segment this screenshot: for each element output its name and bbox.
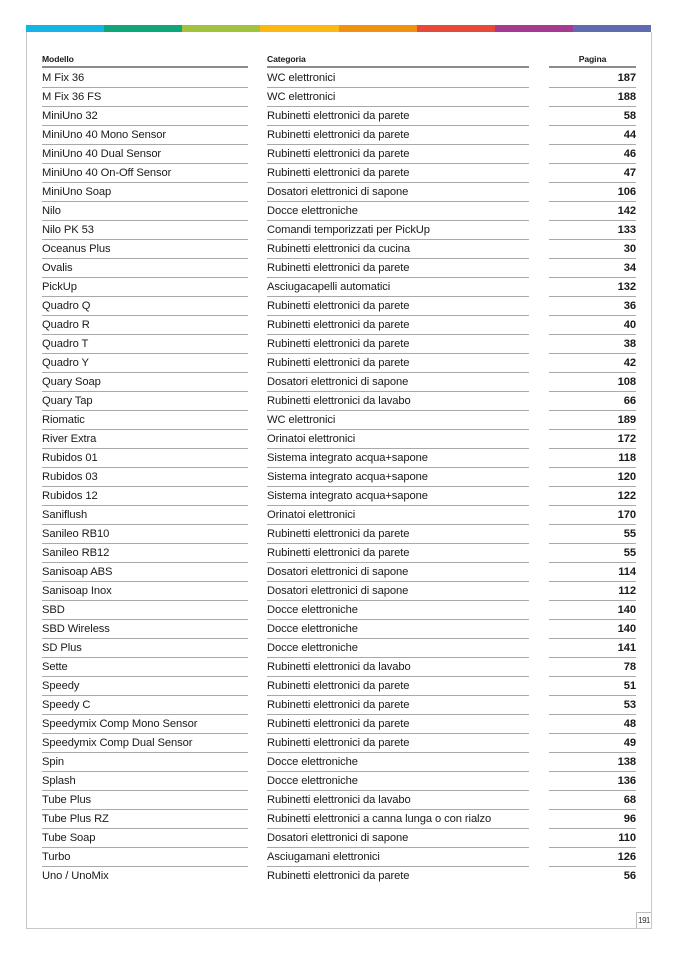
category-cell: Sistema integrato acqua+sapone [267, 468, 529, 487]
model-cell: MiniUno 40 On-Off Sensor [42, 164, 248, 183]
page-cell [549, 88, 636, 107]
model-cell: Speedy [42, 677, 248, 696]
table-row [42, 278, 636, 297]
page-value: 55 [623, 528, 636, 540]
model-cell: Nilo PK 53 [42, 221, 248, 240]
page-value: 68 [623, 794, 636, 806]
page-cell [549, 487, 636, 506]
page-cell [549, 791, 636, 810]
category-cell: WC elettronici [267, 411, 529, 430]
table-row [42, 164, 636, 183]
header-model: Modello [42, 53, 248, 68]
page-value: 106 [617, 186, 636, 198]
category-cell: Dosatori elettronici di sapone [267, 373, 529, 392]
header-category: Categoria [267, 53, 529, 68]
model-cell: MiniUno 32 [42, 107, 248, 126]
table-row [42, 316, 636, 335]
page-value: 142 [617, 205, 636, 217]
page-cell [549, 525, 636, 544]
category-cell: WC elettronici [267, 69, 529, 88]
page-value: 49 [623, 737, 636, 749]
page-cell [549, 468, 636, 487]
category-cell: Rubinetti elettronici a canna lunga o con rialzo [267, 810, 529, 829]
table-row [42, 468, 636, 487]
category-cell: Docce elettroniche [267, 620, 529, 639]
page-cell [549, 240, 636, 259]
page-cell [549, 677, 636, 696]
category-cell: Sistema integrato acqua+sapone [267, 487, 529, 506]
table-row [42, 259, 636, 278]
page-cell [549, 316, 636, 335]
category-cell: Docce elettroniche [267, 202, 529, 221]
table-row [42, 107, 636, 126]
page-value: 172 [617, 433, 636, 445]
page-value: 53 [623, 699, 636, 711]
page-value: 51 [623, 680, 636, 692]
table-row [42, 658, 636, 677]
page-cell [549, 107, 636, 126]
page-value: 78 [623, 661, 636, 673]
page-cell [549, 278, 636, 297]
category-cell: Rubinetti elettronici da lavabo [267, 658, 529, 677]
page-cell [549, 430, 636, 449]
model-cell: Sette [42, 658, 248, 677]
page-cell [549, 506, 636, 525]
page-cell [549, 810, 636, 829]
model-cell: Speedy C [42, 696, 248, 715]
color-band-segment [104, 25, 182, 32]
page-cell [549, 639, 636, 658]
model-cell: Nilo [42, 202, 248, 221]
table-row [42, 373, 636, 392]
page-cell [549, 392, 636, 411]
page-value: 110 [618, 832, 636, 844]
model-cell: Tube Plus RZ [42, 810, 248, 829]
model-cell: Oceanus Plus [42, 240, 248, 259]
table-row [42, 563, 636, 582]
table-row [42, 848, 636, 867]
page-value: 126 [617, 851, 636, 863]
category-cell: Docce elettroniche [267, 601, 529, 620]
table-row [42, 354, 636, 373]
page-cell [549, 772, 636, 791]
page-cell [549, 715, 636, 734]
page-cell [549, 601, 636, 620]
page-value: 132 [617, 281, 636, 293]
page-value: 141 [617, 642, 636, 654]
page-value: 136 [617, 775, 636, 787]
page-cell [549, 563, 636, 582]
model-cell: Tube Plus [42, 791, 248, 810]
page-value: 133 [617, 224, 636, 236]
model-cell: Quadro R [42, 316, 248, 335]
model-cell: Quadro Y [42, 354, 248, 373]
model-cell: Sanisoap ABS [42, 563, 248, 582]
category-cell: Rubinetti elettronici da parete [267, 145, 529, 164]
page-cell [549, 734, 636, 753]
page-cell [549, 354, 636, 373]
table-row [42, 145, 636, 164]
page-cell [549, 848, 636, 867]
model-cell: Turbo [42, 848, 248, 867]
category-cell: Orinatoi elettronici [267, 506, 529, 525]
category-cell: Rubinetti elettronici da parete [267, 335, 529, 354]
page-value: 114 [618, 566, 636, 578]
table-row [42, 449, 636, 468]
category-cell: Orinatoi elettronici [267, 430, 529, 449]
page-cell [549, 582, 636, 601]
model-cell: SBD [42, 601, 248, 620]
page-value: 58 [623, 110, 636, 122]
category-cell: Rubinetti elettronici da parete [267, 354, 529, 373]
table-row [42, 202, 636, 221]
category-cell: Docce elettroniche [267, 753, 529, 772]
color-band [26, 25, 651, 32]
model-cell: Speedymix Comp Dual Sensor [42, 734, 248, 753]
page-value: 187 [617, 72, 636, 84]
page-cell [549, 69, 636, 88]
table-row [42, 829, 636, 848]
color-band-segment [573, 25, 651, 32]
model-cell: Sanileo RB12 [42, 544, 248, 563]
category-cell: Rubinetti elettronici da lavabo [267, 392, 529, 411]
table-row [42, 221, 636, 240]
page-value: 47 [623, 167, 636, 179]
page-value: 40 [623, 319, 636, 331]
page-value: 30 [623, 243, 636, 255]
model-cell: Sanileo RB10 [42, 525, 248, 544]
model-cell: MiniUno 40 Dual Sensor [42, 145, 248, 164]
category-cell: Rubinetti elettronici da parete [267, 870, 410, 882]
page-value: 44 [623, 129, 636, 141]
table-row [42, 772, 636, 791]
table-row [42, 126, 636, 145]
table-row [42, 620, 636, 639]
model-cell: Ovalis [42, 259, 248, 278]
page-value: 55 [623, 547, 636, 559]
table-row [42, 715, 636, 734]
category-cell: Rubinetti elettronici da parete [267, 164, 529, 183]
model-cell: Uno / UnoMix [42, 870, 109, 882]
page-cell [549, 202, 636, 221]
page-cell [549, 829, 636, 848]
page-cell [549, 620, 636, 639]
model-cell: M Fix 36 [42, 69, 248, 88]
table-row [42, 639, 636, 658]
model-cell: MiniUno Soap [42, 183, 248, 202]
color-band-segment [182, 25, 260, 32]
table-row [42, 753, 636, 772]
color-band-segment [495, 25, 573, 32]
table-row [42, 69, 636, 88]
table-row [42, 544, 636, 563]
page-cell [549, 449, 636, 468]
category-cell: WC elettronici [267, 88, 529, 107]
table-row [42, 506, 636, 525]
page-value: 38 [623, 338, 636, 350]
table-row [42, 734, 636, 753]
model-cell: SD Plus [42, 639, 248, 658]
page-value: 36 [623, 300, 636, 312]
page-value: 120 [617, 471, 636, 483]
category-cell: Rubinetti elettronici da parete [267, 525, 529, 544]
table-row [42, 601, 636, 620]
model-cell: Quadro T [42, 335, 248, 354]
model-cell: PickUp [42, 278, 248, 297]
page-cell [549, 126, 636, 145]
page-cell [549, 867, 636, 885]
model-cell: Speedymix Comp Mono Sensor [42, 715, 248, 734]
table-body [42, 69, 636, 886]
table-row [42, 582, 636, 601]
table-row [42, 240, 636, 259]
category-cell: Rubinetti elettronici da parete [267, 734, 529, 753]
table-row [42, 183, 636, 202]
model-cell: MiniUno 40 Mono Sensor [42, 126, 248, 145]
page-value: 170 [617, 509, 636, 521]
page-cell [549, 183, 636, 202]
page-cell [549, 753, 636, 772]
category-cell: Asciugamani elettronici [267, 848, 529, 867]
table-row [42, 88, 636, 107]
page-value: 96 [623, 813, 636, 825]
category-cell: Rubinetti elettronici da cucina [267, 240, 529, 259]
table-row [42, 392, 636, 411]
page-value: 112 [618, 585, 636, 597]
model-cell: Splash [42, 772, 248, 791]
category-cell: Rubinetti elettronici da parete [267, 696, 529, 715]
table-row [42, 867, 636, 886]
category-cell: Asciugacapelli automatici [267, 278, 529, 297]
page-cell [549, 221, 636, 240]
page-number: 191 [636, 912, 651, 928]
page-cell [549, 297, 636, 316]
category-cell: Rubinetti elettronici da parete [267, 715, 529, 734]
table-row [42, 791, 636, 810]
header-page-label: Pagina [578, 54, 607, 64]
page-cell [549, 544, 636, 563]
page-cell [549, 373, 636, 392]
page-cell [549, 335, 636, 354]
model-cell: M Fix 36 FS [42, 88, 248, 107]
category-cell: Dosatori elettronici di sapone [267, 829, 529, 848]
category-cell: Docce elettroniche [267, 639, 529, 658]
model-cell: SBD Wireless [42, 620, 248, 639]
model-cell: Saniflush [42, 506, 248, 525]
page-value: 42 [623, 357, 636, 369]
color-band-segment [417, 25, 495, 32]
page-value: 46 [623, 148, 636, 160]
page-cell [549, 259, 636, 278]
table-row [42, 487, 636, 506]
model-cell: Spin [42, 753, 248, 772]
table-row [42, 430, 636, 449]
page-value: 122 [617, 490, 636, 502]
category-cell: Dosatori elettronici di sapone [267, 563, 529, 582]
page-value: 188 [617, 91, 636, 103]
page-value: 66 [623, 395, 636, 407]
page-value: 48 [623, 718, 636, 730]
category-cell: Rubinetti elettronici da parete [267, 316, 529, 335]
category-cell: Dosatori elettronici di sapone [267, 582, 529, 601]
category-cell: Rubinetti elettronici da parete [267, 677, 529, 696]
model-cell: Sanisoap Inox [42, 582, 248, 601]
page-value: 140 [617, 623, 636, 635]
category-cell: Rubinetti elettronici da parete [267, 107, 529, 126]
index-table [42, 53, 636, 886]
page-value: 138 [617, 756, 636, 768]
category-cell: Rubinetti elettronici da parete [267, 259, 529, 278]
category-cell: Rubinetti elettronici da parete [267, 544, 529, 563]
page-cell [549, 145, 636, 164]
header-page [549, 53, 636, 68]
table-row [42, 335, 636, 354]
category-cell: Sistema integrato acqua+sapone [267, 449, 529, 468]
category-cell: Dosatori elettronici di sapone [267, 183, 529, 202]
page-cell [549, 164, 636, 183]
table-row [42, 810, 636, 829]
model-cell: Quary Soap [42, 373, 248, 392]
page-cell [549, 696, 636, 715]
category-cell: Rubinetti elettronici da lavabo [267, 791, 529, 810]
category-cell: Comandi temporizzati per PickUp [267, 221, 529, 240]
color-band-segment [260, 25, 338, 32]
category-cell: Rubinetti elettronici da parete [267, 126, 529, 145]
model-cell: Quary Tap [42, 392, 248, 411]
model-cell: Rubidos 01 [42, 449, 248, 468]
model-cell: Quadro Q [42, 297, 248, 316]
color-band-segment [26, 25, 104, 32]
page-value: 108 [617, 376, 636, 388]
table-row [42, 411, 636, 430]
model-cell: Tube Soap [42, 829, 248, 848]
model-cell: Riomatic [42, 411, 248, 430]
page-value: 118 [618, 452, 636, 464]
color-band-segment [339, 25, 417, 32]
page-cell [549, 411, 636, 430]
page-value: 140 [617, 604, 636, 616]
table-row [42, 677, 636, 696]
model-cell: River Extra [42, 430, 248, 449]
model-cell: Rubidos 12 [42, 487, 248, 506]
category-cell: Rubinetti elettronici da parete [267, 297, 529, 316]
table-row [42, 297, 636, 316]
page-value: 56 [623, 870, 636, 882]
page-value: 189 [617, 414, 636, 426]
table-header [42, 53, 636, 68]
page-value: 34 [623, 262, 636, 274]
page-cell [549, 658, 636, 677]
table-row [42, 696, 636, 715]
category-cell: Docce elettroniche [267, 772, 529, 791]
table-row [42, 525, 636, 544]
model-cell: Rubidos 03 [42, 468, 248, 487]
